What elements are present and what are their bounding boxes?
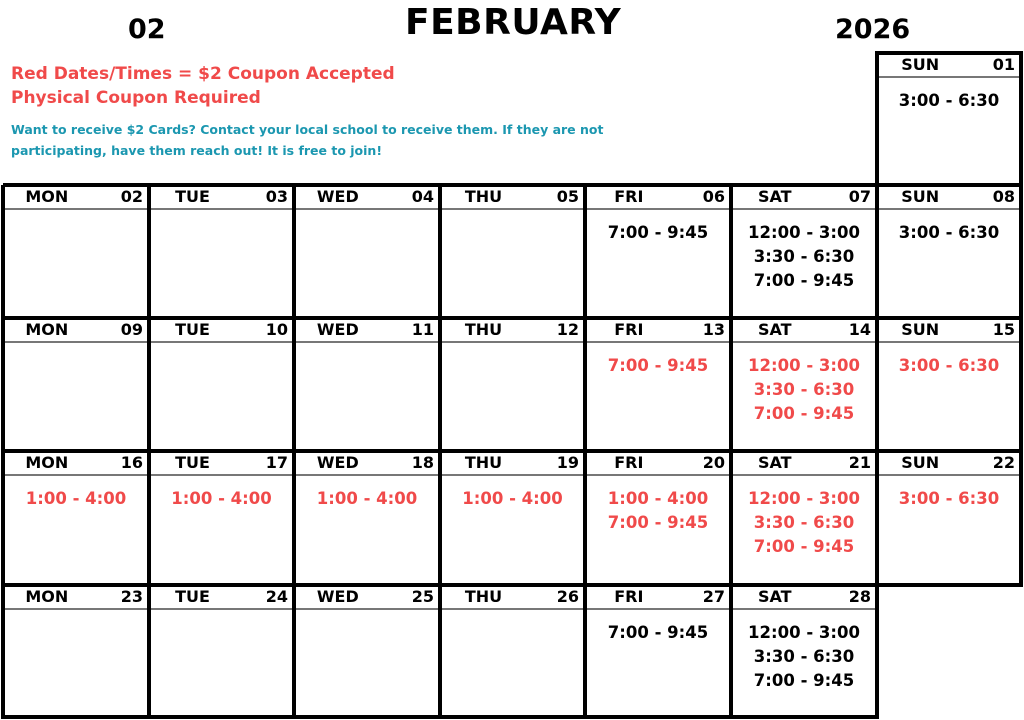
day-header: [149, 585, 294, 610]
time-slot: 12:00 - 3:00: [748, 356, 860, 375]
grid-line: [3, 449, 1023, 453]
day-cell: [877, 53, 1021, 185]
time-slot: 3:00 - 6:30: [898, 91, 1000, 110]
time-slot: 7:00 - 9:45: [607, 623, 709, 642]
weekday-label: FRI: [614, 453, 644, 472]
time-slots: [294, 487, 440, 511]
weekday-label: MON: [25, 453, 69, 472]
weekday-label: FRI: [614, 187, 644, 206]
date-number: 22: [992, 453, 1015, 472]
day-cell: [731, 185, 877, 318]
weekday-label: SUN: [901, 453, 940, 472]
day-cell: [877, 318, 1021, 451]
grid-line: [1019, 51, 1023, 587]
weekday-label: WED: [316, 320, 359, 339]
day-header: [585, 185, 731, 210]
weekday-label: SUN: [901, 55, 940, 74]
day-header: [3, 451, 149, 476]
date-number: 21: [848, 453, 871, 472]
day-header: [3, 318, 149, 343]
time-slot: 1:00 - 4:00: [607, 489, 709, 508]
day-cell: [149, 585, 294, 717]
time-slot: 1:00 - 4:00: [171, 489, 272, 508]
time-slot: 12:00 - 3:00: [748, 489, 860, 508]
grid-line: [729, 185, 733, 719]
day-cell: [585, 185, 731, 318]
date-number: 10: [265, 320, 288, 339]
month-name: FEBRUARY: [405, 2, 622, 43]
grid-line: [438, 185, 442, 719]
weekday-label: WED: [316, 453, 359, 472]
date-number: 04: [411, 187, 434, 206]
day-header: [877, 451, 1021, 476]
coupon-note-line-1: Red Dates/Times = $2 Coupon Accepted: [11, 64, 395, 84]
date-number: 26: [556, 587, 579, 606]
day-header: [440, 585, 585, 610]
day-header: [149, 318, 294, 343]
day-cell: [294, 185, 440, 318]
day-cell: [440, 318, 585, 451]
grid-line: [3, 316, 1023, 320]
date-number: 17: [265, 453, 288, 472]
grid-line: [3, 583, 1023, 587]
info-note: Want to receive $2 Cards? Contact your local school to receive them. If they are not participating, have them reach out! It is free to join!: [11, 122, 604, 158]
date-number: 09: [120, 320, 143, 339]
date-number: 13: [702, 320, 725, 339]
date-number: 08: [992, 187, 1015, 206]
time-slots: [440, 487, 585, 511]
weekday-label: SAT: [758, 587, 792, 606]
time-slot: 12:00 - 3:00: [748, 623, 860, 642]
date-number: 01: [992, 55, 1015, 74]
weekday-label: SAT: [758, 187, 792, 206]
day-cell: [877, 451, 1021, 585]
day-cell: [731, 451, 877, 585]
time-slot: 1:00 - 4:00: [316, 489, 418, 508]
coupon-note-line-2: Physical Coupon Required: [11, 88, 261, 108]
day-header: [731, 318, 877, 343]
day-cell: [440, 451, 585, 585]
date-number: 06: [702, 187, 725, 206]
day-cell: [3, 318, 149, 451]
time-slots: [731, 354, 877, 426]
date-number: 19: [556, 453, 579, 472]
day-header: [585, 318, 731, 343]
grid-line: [147, 185, 151, 719]
grid-line: [1, 185, 5, 719]
time-slot: 3:00 - 6:30: [898, 489, 1000, 508]
day-cell: [440, 585, 585, 717]
day-cell: [294, 585, 440, 717]
day-header: [149, 185, 294, 210]
day-header: [294, 585, 440, 610]
month-number: 02: [128, 14, 166, 45]
date-number: 15: [992, 320, 1015, 339]
date-number: 16: [120, 453, 143, 472]
time-slots: [585, 221, 731, 245]
day-cell: [149, 185, 294, 318]
weekday-label: TUE: [175, 453, 210, 472]
date-number: 11: [411, 320, 434, 339]
time-slots: [877, 487, 1021, 511]
year: 2026: [835, 14, 911, 45]
day-cell: [294, 451, 440, 585]
date-number: 20: [702, 453, 725, 472]
day-cell: [294, 318, 440, 451]
time-slots: [731, 221, 877, 293]
weekday-label: SUN: [901, 187, 940, 206]
time-slots: [585, 354, 731, 378]
date-number: 25: [411, 587, 434, 606]
day-header: [294, 451, 440, 476]
weekday-label: THU: [464, 453, 503, 472]
day-cell: [149, 318, 294, 451]
grid-line: [877, 51, 1023, 55]
weekday-label: FRI: [614, 587, 644, 606]
day-cell: [149, 451, 294, 585]
day-cell: [877, 185, 1021, 318]
time-slot: 3:30 - 6:30: [753, 247, 855, 266]
day-cell: [731, 318, 877, 451]
date-number: 23: [120, 587, 143, 606]
date-number: 27: [702, 587, 725, 606]
day-header: [149, 451, 294, 476]
time-slot: 3:00 - 6:30: [898, 223, 1000, 242]
day-header: [440, 318, 585, 343]
time-slot: 7:00 - 9:45: [753, 404, 855, 423]
day-header: [585, 585, 731, 610]
day-header: [3, 185, 149, 210]
date-number: 24: [265, 587, 288, 606]
day-header: [731, 585, 877, 610]
day-header: [3, 585, 149, 610]
time-slots: [585, 487, 731, 535]
time-slot: 7:00 - 9:45: [753, 271, 855, 290]
day-cell: [585, 585, 731, 717]
time-slot: 3:00 - 6:30: [898, 356, 1000, 375]
weekday-label: SUN: [901, 320, 940, 339]
day-cell: [440, 185, 585, 318]
day-header: [294, 318, 440, 343]
grid-line: [292, 185, 296, 719]
weekday-label: THU: [464, 187, 503, 206]
time-slot: 7:00 - 9:45: [753, 671, 855, 690]
time-slot: 1:00 - 4:00: [462, 489, 563, 508]
day-header: [440, 451, 585, 476]
time-slot: 7:00 - 9:45: [607, 356, 709, 375]
day-header: [440, 185, 585, 210]
date-number: 28: [848, 587, 871, 606]
time-slots: [3, 487, 149, 511]
date-number: 07: [848, 187, 871, 206]
day-header: [731, 451, 877, 476]
time-slots: [149, 487, 294, 511]
day-cell: [3, 585, 149, 717]
time-slot: 3:30 - 6:30: [753, 380, 855, 399]
weekday-label: WED: [316, 587, 359, 606]
weekday-label: TUE: [175, 187, 210, 206]
weekday-label: MON: [25, 320, 69, 339]
time-slot: 12:00 - 3:00: [748, 223, 860, 242]
day-header: [294, 185, 440, 210]
day-cell: [585, 451, 731, 585]
day-cell: [585, 318, 731, 451]
day-header: [877, 185, 1021, 210]
date-number: 02: [120, 187, 143, 206]
weekday-label: SAT: [758, 453, 792, 472]
date-number: 12: [556, 320, 579, 339]
day-cell: [3, 451, 149, 585]
time-slot: 7:00 - 9:45: [607, 223, 709, 242]
weekday-label: WED: [316, 187, 359, 206]
weekday-label: MON: [25, 587, 69, 606]
time-slot: 7:00 - 9:45: [753, 537, 855, 556]
weekday-label: THU: [464, 587, 503, 606]
day-header: [877, 318, 1021, 343]
date-number: 03: [265, 187, 288, 206]
time-slot: 3:30 - 6:30: [753, 513, 855, 532]
time-slots: [877, 221, 1021, 245]
date-number: 14: [848, 320, 871, 339]
day-header: [731, 185, 877, 210]
time-slots: [585, 621, 731, 645]
weekday-label: MON: [25, 187, 69, 206]
grid-line: [583, 185, 587, 719]
day-header: [585, 451, 731, 476]
day-header: [877, 53, 1021, 78]
grid-line: [3, 183, 1023, 187]
weekday-label: THU: [464, 320, 503, 339]
time-slots: [731, 621, 877, 693]
date-number: 18: [411, 453, 434, 472]
weekday-label: SAT: [758, 320, 792, 339]
time-slots: [877, 89, 1021, 113]
weekday-label: TUE: [175, 587, 210, 606]
date-number: 05: [556, 187, 579, 206]
day-cell: [3, 185, 149, 318]
weekday-label: FRI: [614, 320, 644, 339]
time-slot: 1:00 - 4:00: [25, 489, 127, 508]
time-slots: [731, 487, 877, 559]
grid-line: [875, 51, 879, 719]
day-cell: [731, 585, 877, 717]
weekday-label: TUE: [175, 320, 210, 339]
time-slot: 3:30 - 6:30: [753, 647, 855, 666]
time-slots: [877, 354, 1021, 378]
time-slot: 7:00 - 9:45: [607, 513, 709, 532]
